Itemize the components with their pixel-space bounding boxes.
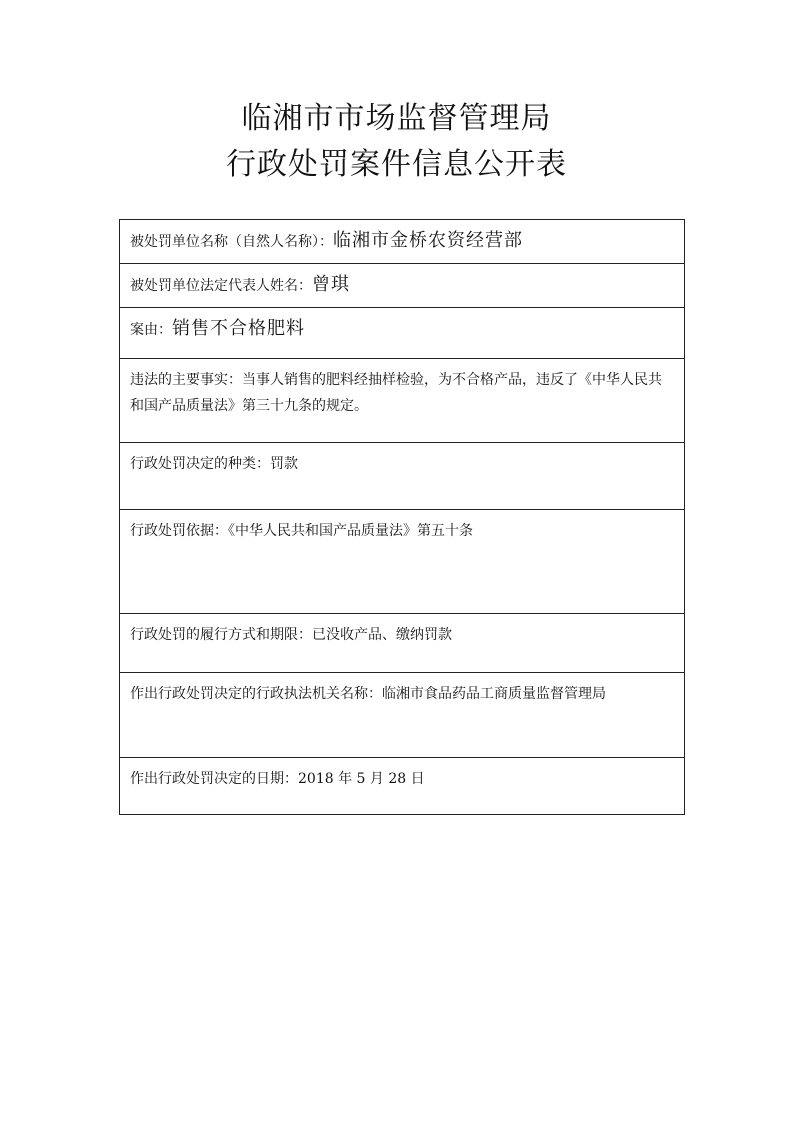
legal-rep-cell	[120, 264, 685, 308]
table-row-basis	[120, 510, 685, 614]
table-row-facts	[120, 359, 685, 443]
party-cell	[120, 220, 685, 264]
date-label: 作出行政处罚决定的日期：	[130, 771, 298, 787]
table-row-cause	[120, 308, 685, 359]
cause-cell	[120, 308, 685, 359]
authority-cell	[120, 673, 685, 758]
date-value: 2018 年 5 月 28 日	[298, 771, 425, 787]
facts-label: 违法的主要事实：	[130, 372, 242, 388]
basis-value: 《中华人民共和国产品质量法》第五十条	[228, 523, 473, 539]
facts-cell	[120, 359, 685, 443]
table-row-authority	[120, 673, 685, 758]
table-row-date	[120, 758, 685, 815]
authority-label: 作出行政处罚决定的行政执法机关名称：	[130, 686, 382, 702]
cause-label: 案由：	[130, 322, 172, 338]
case-info-table	[119, 219, 685, 815]
basis-cell	[120, 510, 685, 614]
basis-label: 行政处罚依据：	[130, 523, 228, 539]
document-header	[0, 96, 793, 188]
legal-rep-value: 曾琪	[312, 274, 350, 295]
table-row-party	[120, 220, 685, 264]
penalty-type-value: 罚款	[270, 456, 298, 472]
authority-value: 临湘市食品药品工商质量监督管理局	[382, 686, 606, 702]
document-title: 行政处罚案件信息公开表	[226, 147, 567, 182]
party-value: 临湘市金桥农资经营部	[333, 230, 523, 251]
table-row-legal-rep	[120, 264, 685, 308]
penalty-type-label: 行政处罚决定的种类：	[130, 456, 270, 472]
table-row-penalty-type	[120, 443, 685, 510]
table-row-performance	[120, 614, 685, 673]
performance-value: 已没收产品、缴纳罚款	[312, 627, 452, 643]
date-cell	[120, 758, 685, 815]
legal-rep-label: 被处罚单位法定代表人姓名：	[130, 278, 312, 294]
performance-cell	[120, 614, 685, 673]
party-label: 被处罚单位名称（自然人名称）：	[130, 234, 333, 250]
penalty-type-cell	[120, 443, 685, 510]
performance-label: 行政处罚的履行方式和期限：	[130, 627, 312, 643]
cause-value: 销售不合格肥料	[172, 318, 305, 339]
facts-value: 当事人销售的肥料经抽样检验，为不合格产品，违反了《中华人民共和国产品质量法》第三十九条的规定。	[130, 372, 662, 414]
agency-title: 临湘市市场监督管理局	[241, 101, 552, 136]
